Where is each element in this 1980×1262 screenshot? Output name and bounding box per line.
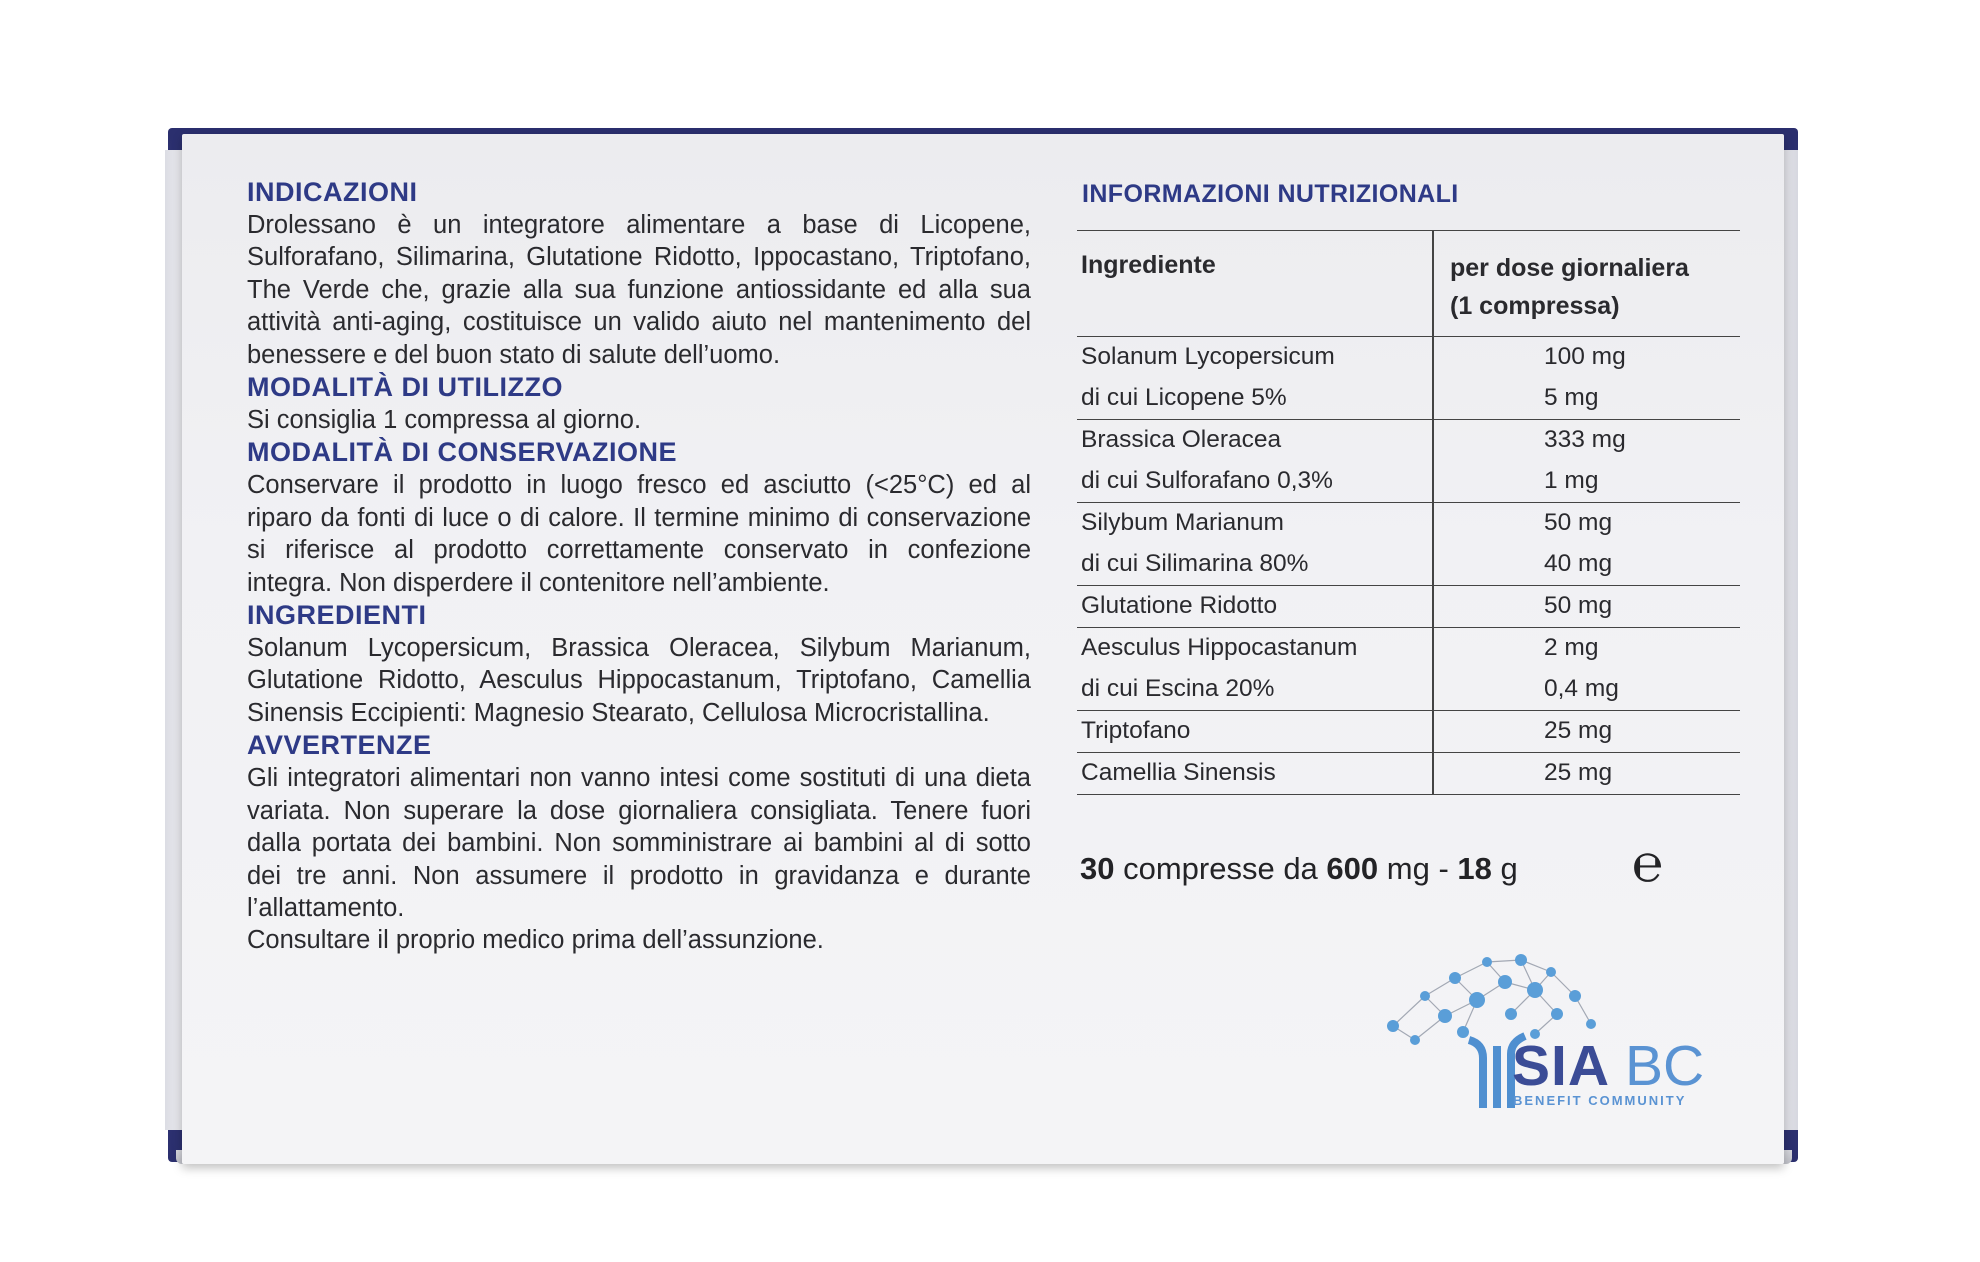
ingredient-name: Camellia Sinensis xyxy=(1081,759,1276,786)
column-dose-line2: (1 compressa) xyxy=(1450,292,1620,320)
avvertenze-text: Gli integratori alimentari non vanno intesi come sostituti di una dieta variata. Non superare la dose giornaliera consigliata. Tenere fuori dalla portata dei bambini. Non somministrare ai bambini al di sotto dei tre anni. Non assumere il prodotto in gravidanza e durante l’allattamento. xyxy=(247,764,1031,922)
ingredient-name: Solanum Lycopersicum xyxy=(1081,343,1335,370)
column-dose xyxy=(1450,249,1689,325)
ingredient-name: Glutatione Ridotto xyxy=(1081,592,1278,619)
nutrition-line xyxy=(1077,544,1740,585)
ingredient-name: di cui Licopene 5% xyxy=(1081,384,1287,411)
conservazione-text: Conservare il prodotto in luogo fresco ed asciutto (<25°C) ed al riparo da fonti di luce o di calore. Il termine minimo di conservazione si riferisce al prodotto correttamente conservato in confezione integra. Non disperdere il contenitore nell’ambiente. xyxy=(247,471,1031,597)
ingredient-dose: 50 mg xyxy=(1544,592,1613,619)
column-dose-line1: per dose giornaliera xyxy=(1450,254,1689,282)
ingredient-dose: 100 mg xyxy=(1544,343,1626,370)
ingredient-name: di cui Sulforafano 0,3% xyxy=(1081,467,1333,494)
nutrition-line xyxy=(1077,669,1740,710)
pack-count: 30 xyxy=(1080,851,1115,886)
pack-net-unit: g xyxy=(1491,851,1518,886)
ingredient-dose: 40 mg xyxy=(1544,550,1613,577)
nutrition-line xyxy=(1077,628,1740,669)
column-divider xyxy=(1432,231,1434,336)
ingredient-name: di cui Silimarina 80% xyxy=(1081,550,1309,577)
ingredient-dose: 5 mg xyxy=(1544,384,1599,411)
pack-contents xyxy=(1080,851,1518,887)
pack-net: 18 xyxy=(1457,851,1492,886)
nutrition-line xyxy=(1077,337,1740,378)
nutrition-row xyxy=(1077,586,1740,628)
ingredient-dose: 25 mg xyxy=(1544,717,1613,744)
nutrition-line xyxy=(1077,711,1740,752)
utilizzo-text: Si consiglia 1 compressa al giorno. xyxy=(247,406,642,435)
nutrition-row xyxy=(1077,753,1740,795)
ingredient-dose: 1 mg xyxy=(1544,467,1599,494)
pack-mid: compresse da xyxy=(1114,851,1327,886)
nutrition-line xyxy=(1077,503,1740,544)
nutrition-line xyxy=(1077,461,1740,502)
estimated-sign-icon: ℮ xyxy=(1632,834,1664,894)
ingredient-name: Brassica Oleracea xyxy=(1081,426,1282,453)
ingredient-name: Aesculus Hippocastanum xyxy=(1081,634,1358,661)
logo-sia-text: SIA xyxy=(1512,1034,1611,1098)
ingredient-dose: 25 mg xyxy=(1544,759,1613,786)
pack-weight: 600 xyxy=(1326,851,1379,886)
nutrition-row xyxy=(1077,337,1740,420)
nutrition-title: INFORMAZIONI NUTRIZIONALI xyxy=(1082,180,1459,208)
nutrition-row xyxy=(1077,628,1740,711)
nutrition-rows xyxy=(1077,337,1740,795)
ingredient-dose: 50 mg xyxy=(1544,509,1613,536)
avvertenze-heading: AVVERTENZE xyxy=(247,730,432,761)
ingredient-name: Triptofano xyxy=(1081,717,1191,744)
nutrition-row xyxy=(1077,711,1740,753)
ingredient-dose: 2 mg xyxy=(1544,634,1599,661)
ingredient-name: Silybum Marianum xyxy=(1081,509,1284,536)
avvertenze-consult-text: Consultare il proprio medico prima dell’assunzione. xyxy=(247,926,824,955)
column-ingredient: Ingrediente xyxy=(1081,251,1216,279)
logo-subtitle: BENEFIT COMMUNITY xyxy=(1513,1093,1687,1108)
nutrition-row xyxy=(1077,503,1740,586)
nutrition-line xyxy=(1077,420,1740,461)
indicazioni-text: Drolessano è un integratore alimentare a base di Licopene, Sulforafano, Silimarina, Glutatione Ridotto, Ippocastano, Triptofano, The Verde che, grazie alla sua funzione antiossidante ed alla sua attività anti-aging, costituisce un valido aiuto nel mantenimento del benessere e del buon stato di salute dell’uomo. xyxy=(247,211,1031,369)
logo-bc-text: BC xyxy=(1625,1034,1705,1098)
nutrition-line xyxy=(1077,586,1740,627)
nutrition-line xyxy=(1077,753,1740,794)
utilizzo-heading: MODALITÀ DI UTILIZZO xyxy=(247,372,563,403)
ingredient-dose: 333 mg xyxy=(1544,426,1626,453)
nutrition-line xyxy=(1077,378,1740,419)
nutrition-row xyxy=(1077,420,1740,503)
info-column xyxy=(247,176,1031,957)
ingredient-dose: 0,4 mg xyxy=(1544,675,1619,702)
ingredienti-text: Solanum Lycopersicum, Brassica Oleracea, Silybum Marianum, Glutatione Ridotto, Aesculus Hippocastanum, Triptofano, Camellia Sinensis Eccipienti: Magnesio Stearato, Cellulosa Microcristallina. xyxy=(247,634,1031,727)
ingredienti-heading: INGREDIENTI xyxy=(247,600,427,631)
ingredient-name: di cui Escina 20% xyxy=(1081,675,1275,702)
indicazioni-heading: INDICAZIONI xyxy=(247,177,418,207)
pack-unit: mg - xyxy=(1378,851,1458,886)
nutrition-table-header xyxy=(1077,230,1740,337)
conservazione-heading: MODALITÀ DI CONSERVAZIONE xyxy=(247,437,678,468)
nutrition-table xyxy=(1077,230,1740,795)
